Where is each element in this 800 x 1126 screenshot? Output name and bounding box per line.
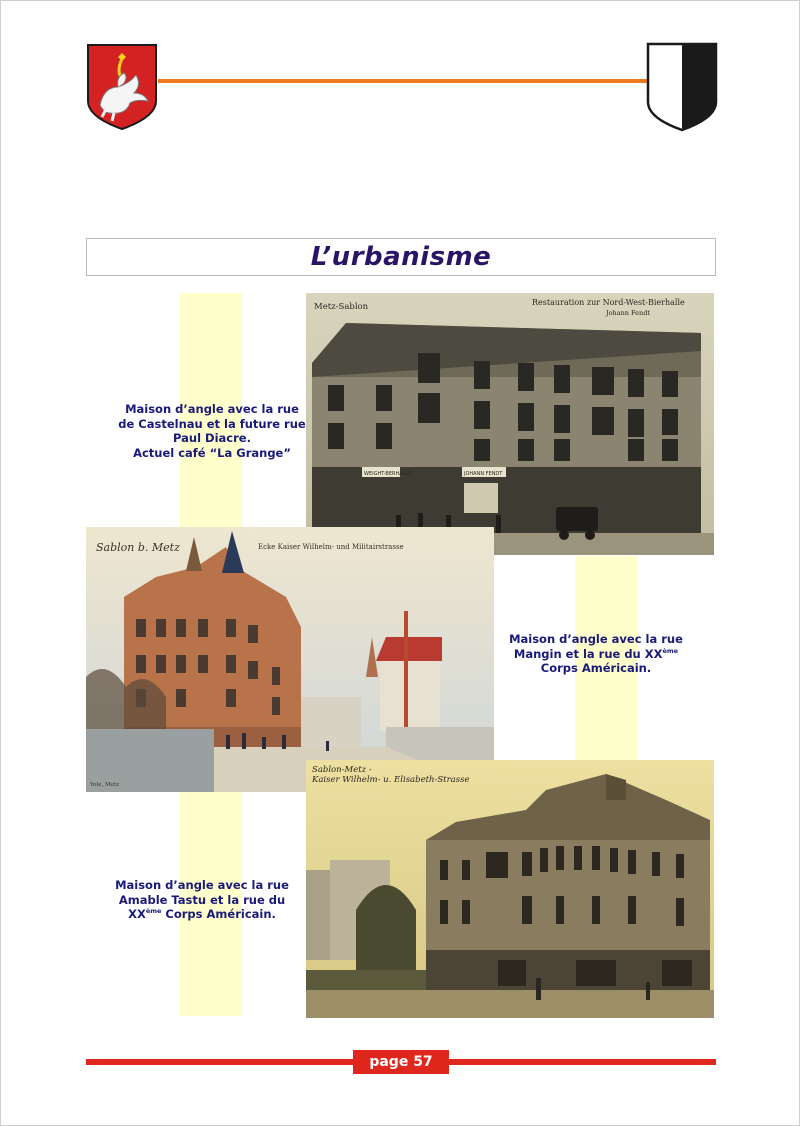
caption-2-line-2: Mangin et la rue du XXème	[513, 646, 679, 661]
page-title: L’urbanisme	[310, 242, 492, 272]
photo1-caption-right: Restauration zur Nord-West-Bierhalle	[532, 298, 685, 307]
photo2-caption-bottom: Yole, Metz	[90, 782, 119, 788]
photo1-caption-left: Metz-Sablon	[314, 302, 369, 312]
page-number: page 57	[353, 1050, 449, 1074]
header-rule	[158, 79, 648, 83]
caption-3	[108, 878, 296, 922]
photo3-caption-line1: Sablon-Metz -	[312, 765, 372, 775]
black-white-shield-icon	[646, 40, 718, 132]
postcard-photo-3	[306, 760, 714, 1018]
caption-1-line-4: Actuel café “La Grange”	[133, 445, 291, 460]
caption-3-line-1: Maison d’angle avec la rue	[115, 878, 289, 892]
caption-1	[118, 402, 306, 460]
photo1-sign-right: JOHANN FENDT	[464, 471, 503, 477]
photo1-caption-right-sub: Johann Fendt	[606, 309, 650, 317]
caption-2	[498, 632, 694, 676]
dragon-crest-icon	[86, 43, 158, 131]
photo1-sign-left: WEIGHT-BERHALLE	[364, 471, 412, 477]
caption-2-line-1: Maison d’angle avec la rue	[509, 632, 683, 646]
postcard-photo-1	[306, 293, 714, 555]
caption-1-line-2: de Castelnau et la future rue	[118, 416, 306, 431]
photo2-caption-right: Ecke Kaiser Wilhelm- und Militairstrasse	[258, 543, 404, 551]
caption-3-line-3: XXème Corps Américain.	[128, 907, 276, 921]
postcard-photo-2	[86, 527, 494, 792]
caption-2-line-3: Corps Américain.	[540, 661, 652, 675]
photo3-caption-line2: Kaiser Wilhelm- u. Elisabeth-Strasse	[312, 775, 470, 785]
caption-1-line-3: Paul Diacre.	[173, 431, 251, 445]
title-box	[86, 238, 716, 276]
caption-3-line-2: Amable Tastu et la rue du	[118, 892, 286, 907]
caption-1-line-1: Maison d’angle avec la rue	[125, 402, 299, 416]
photo2-caption-left: Sablon b. Metz	[96, 541, 180, 554]
